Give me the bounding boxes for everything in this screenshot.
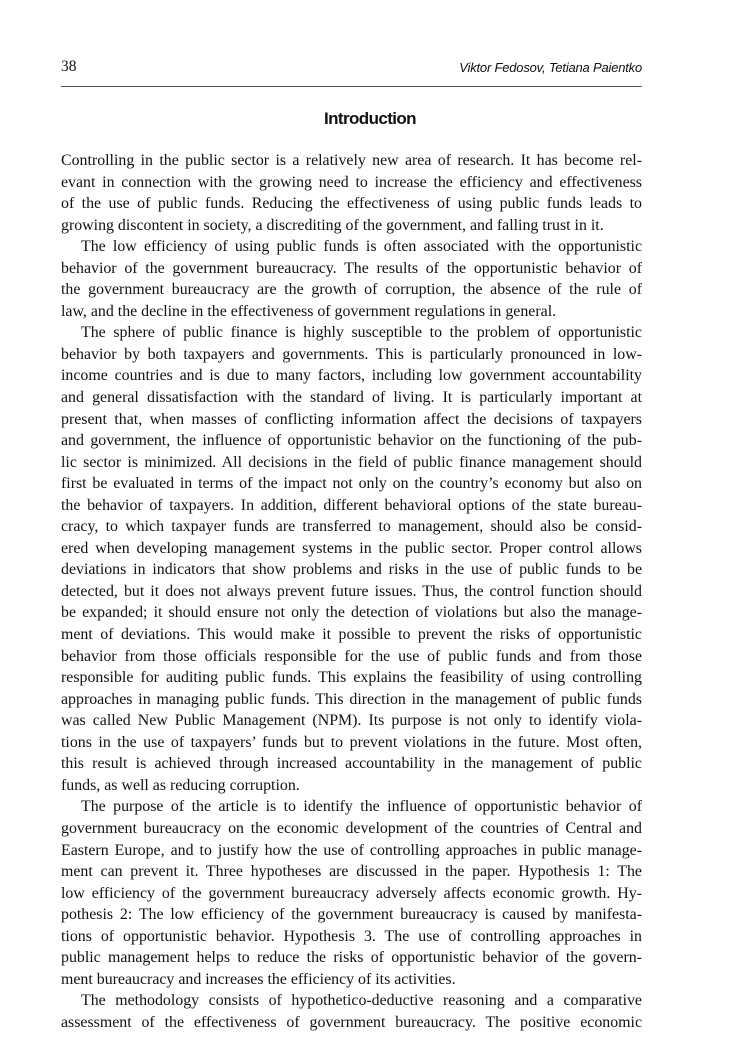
page-header (61, 58, 642, 80)
text-line: income countries and is due to many factors, including low government accountability (61, 367, 642, 385)
text-line: responsible for auditing public funds. This explains the feasibility of using controlling (61, 669, 642, 687)
text-line: first be evaluated in terms of the impact not only on the country’s economy but also on (61, 475, 642, 493)
text-line: assessment of the effectiveness of government bureaucracy. The positive economic (61, 1013, 642, 1031)
text-line: approaches in managing public funds. This direction in the management of public funds (61, 690, 642, 708)
text-line: The sphere of public finance is highly susceptible to the problem of opportunistic (81, 324, 642, 342)
running-head-authors: Viktor Fedosov, Tetiana Paientko (459, 60, 642, 75)
text-line: present that, when masses of conflicting information affect the decisions of taxpayers (61, 410, 642, 428)
text-line: and government, the influence of opportunistic behavior on the functioning of the pub- (61, 432, 642, 450)
paragraph (61, 236, 642, 322)
text-line: this result is achieved through increased accountability in the management of public (61, 755, 642, 773)
text-line: and general dissatisfaction with the standard of living. It is particularly important at (61, 389, 642, 407)
text-line: the behavior of taxpayers. In addition, different behavioral options of the state bureau- (61, 496, 642, 514)
text-line: was called New Public Management (NPM). Its purpose is not only to identify viola- (61, 712, 642, 730)
text-line: The methodology consists of hypothetico-deductive reasoning and a comparative (81, 992, 642, 1010)
text-line: ment bureaucracy and increases the efficiency of its activities. (61, 970, 456, 988)
text-line: evant in connection with the growing need to increase the efficiency and effectiveness (61, 173, 642, 191)
text-line: funds, as well as reducing corruption. (61, 776, 300, 794)
text-line: law, and the decline in the effectiveness of government regulations in general. (61, 302, 557, 320)
text-line: ered when developing management systems in the public sector. Proper control allows (61, 539, 642, 557)
text-line: Controlling in the public sector is a relatively new area of research. It has become rel- (61, 152, 642, 169)
text-line: The low efficiency of using public funds is often associated with the opportunistic (81, 238, 642, 256)
text-line: deviations in indicators that show problems and risks in the use of public funds to be (61, 561, 642, 579)
paragraph (61, 322, 642, 796)
body-text (61, 150, 642, 1033)
text-line: low efficiency of the government bureaucracy adversely affects economic growth. Hy- (61, 884, 642, 902)
header-rule (61, 86, 642, 87)
page-number: 38 (61, 58, 77, 75)
text-line: of the use of public funds. Reducing the effectiveness of using public funds leads to (61, 195, 642, 213)
paragraph (61, 150, 642, 236)
text-line: pothesis 2: The low efficiency of the government bureaucracy is caused by manifesta- (61, 906, 642, 924)
text-line: growing discontent in society, a discrediting of the government, and falling trust in it. (61, 216, 604, 234)
text-line: behavior by both taxpayers and governments. This is particularly pronounced in low- (61, 345, 642, 363)
paragraph (61, 796, 642, 990)
text-line: lic sector is minimized. All decisions in the field of public finance management should (61, 453, 642, 471)
text-line: detected, but it does not always prevent future issues. Thus, the control function should (61, 582, 642, 600)
text-line: government bureaucracy on the economic development of the countries of Central and (61, 819, 642, 837)
text-line: cracy, to which taxpayer funds are transferred to management, should also be consid- (61, 518, 642, 536)
text-line: the government bureaucracy are the growth of corruption, the absence of the rule of (61, 281, 642, 299)
text-line: tions of opportunistic behavior. Hypothesis 3. The use of controlling approaches in (61, 927, 642, 945)
text-line: behavior of the government bureaucracy. The results of the opportunistic behavior of (61, 259, 642, 277)
text-line: public management helps to reduce the risks of opportunistic behavior of the govern- (61, 949, 642, 967)
text-line: Eastern Europe, and to justify how the use of controlling approaches in public manage- (61, 841, 642, 859)
text-line: be expanded; it should ensure not only the detection of violations but also the manage- (61, 604, 642, 622)
paragraph (61, 990, 642, 1033)
text-line: behavior from those officials responsible for the use of public funds and from those (61, 647, 642, 665)
text-line: ment of deviations. This would make it possible to prevent the risks of opportunistic (61, 626, 642, 644)
section-heading: Introduction (324, 109, 416, 128)
text-line: The purpose of the article is to identify the influence of opportunistic behavior of (81, 798, 642, 816)
text-line: tions in the use of taxpayers’ funds but to prevent violations in the future. Most often, (61, 733, 642, 751)
text-line: ment can prevent it. Three hypotheses are discussed in the paper. Hypothesis 1: The (61, 863, 642, 881)
